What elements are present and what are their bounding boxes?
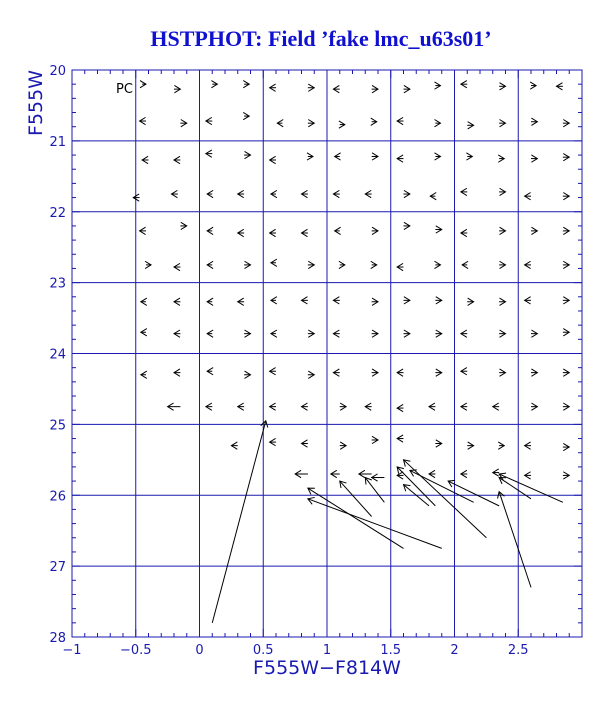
y-tick-label: 24: [49, 347, 66, 363]
x-tick-label: 1.5: [380, 643, 402, 658]
y-tick-label: 23: [49, 276, 66, 292]
x-tick-label: 0: [195, 643, 204, 658]
x-axis-label: F555W−F814W: [253, 657, 401, 679]
chart-title: HSTPHOT: Field ’fake lmc_u63s01’: [150, 26, 492, 51]
x-tick-label: −0.5: [119, 643, 152, 658]
x-tick-label: 2: [450, 643, 459, 658]
y-axis-label: F555W: [25, 70, 47, 136]
y-tick-label: 20: [49, 64, 66, 79]
x-tick-label: 1: [322, 643, 332, 658]
y-tick-label: 22: [49, 205, 66, 221]
x-tick-label: 0.5: [252, 643, 274, 658]
x-tick-label: −1: [62, 643, 82, 658]
panel-label: PC: [116, 82, 133, 97]
y-tick-label: 25: [49, 418, 66, 434]
y-tick-label: 28: [49, 631, 66, 646]
y-tick-label: 21: [49, 134, 66, 150]
x-tick-label: 2.5: [507, 643, 529, 658]
y-tick-label: 27: [49, 560, 66, 576]
y-tick-label: 26: [49, 489, 66, 505]
